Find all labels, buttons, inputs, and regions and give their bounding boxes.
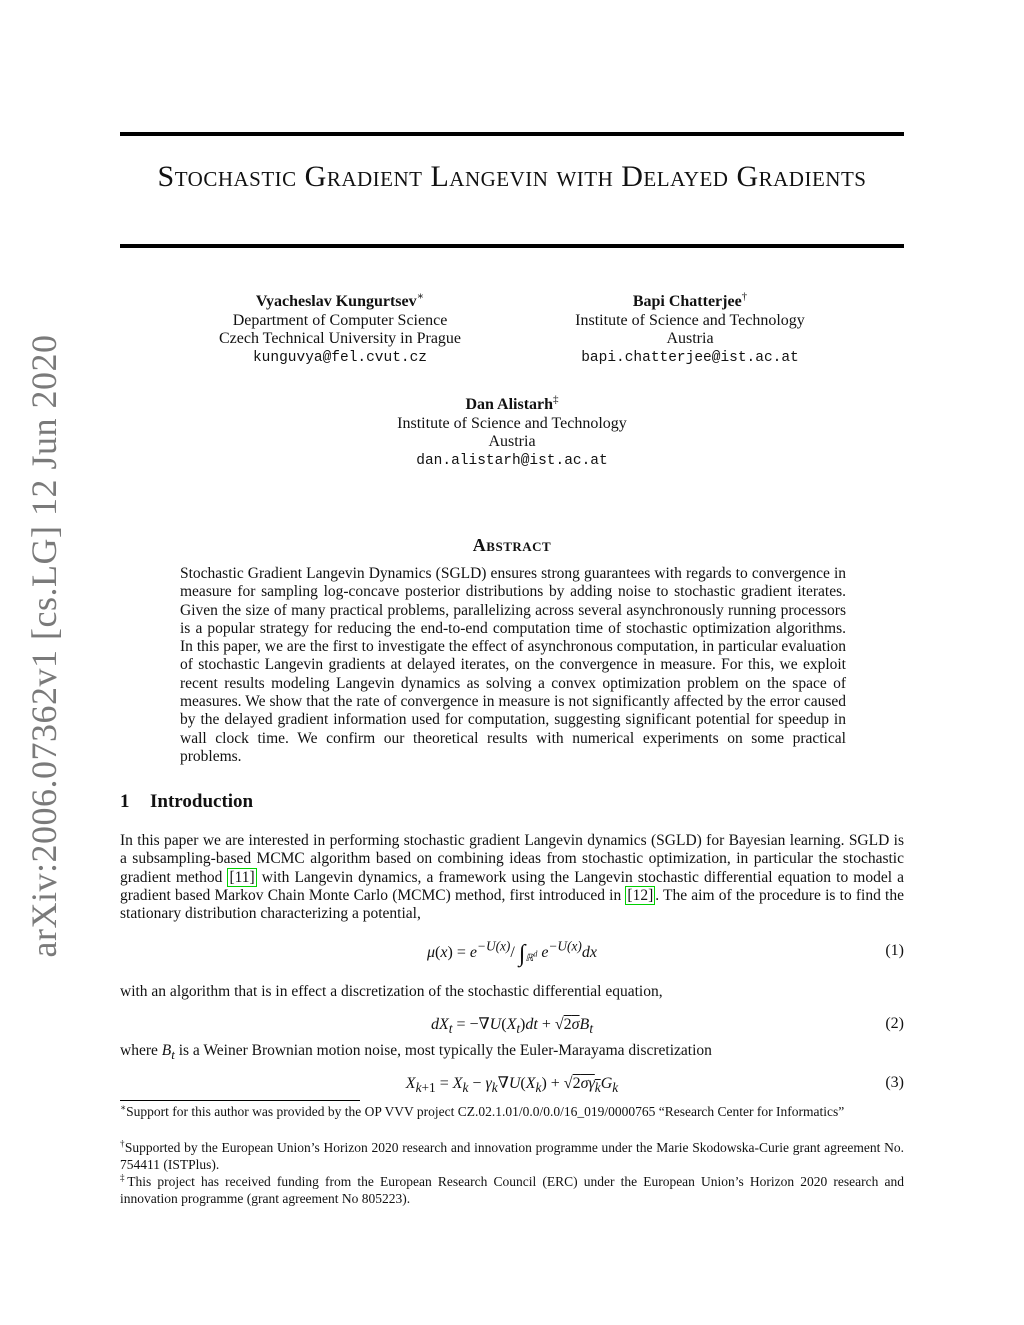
author-block-2 xyxy=(540,290,840,367)
section-number: 1 xyxy=(120,791,130,812)
footnote-text: Support for this author was provided by the OP VVV project CZ.02.1.01/0.0/0.0/16_019/0000765 “Research Center for Informatics” xyxy=(126,1104,845,1119)
equation-body: $dX_t = -\nabla U(X_t)dt + √2\overline{\sigma}B_t$ xyxy=(430,1016,594,1037)
author-email[interactable]: dan.alistarh@ist.ac.at xyxy=(416,452,608,469)
equation-number: (2) xyxy=(885,1015,904,1032)
author-name: Dan Alistarh xyxy=(465,396,554,413)
footnote-1 xyxy=(120,1104,904,1121)
author-name: Bapi Chatterjee xyxy=(632,293,742,310)
footnote-text: Supported by the European Union’s Horizon 2020 research and innovation programme under the Marie Skodowska-Curie grant agreement No. 754411 (ISTPlus). xyxy=(120,1140,904,1172)
footnote-mark: † xyxy=(120,1138,125,1149)
abstract-heading: Abstract xyxy=(472,535,552,555)
footnote-mark: ‡ xyxy=(120,1172,128,1183)
intro-paragraph-2: with an algorithm that is in effect a discretization of the stochastic differential equation, xyxy=(120,983,663,1000)
footnote-rule xyxy=(120,1100,360,1101)
citation-link[interactable]: [12] xyxy=(627,886,654,904)
paper-title: Stochastic Gradient Langevin with Delayed Gradients xyxy=(157,160,867,193)
author-affiliation: Institute of Science and Technology xyxy=(575,311,805,329)
author-mark: † xyxy=(741,290,748,303)
intro-text: with Langevin dynamics, a framework using the Langevin stochastic differential equation to model a gradient based Markov Chain Monte Carlo (MCMC) method, first introduced in xyxy=(120,868,905,904)
equation-3 xyxy=(120,1070,904,1098)
footnote-3 xyxy=(120,1174,904,1207)
author-affiliation: Institute of Science and Technology xyxy=(397,414,627,432)
author-affiliation: Department of Computer Science xyxy=(232,311,448,329)
section-title: Introduction xyxy=(150,791,254,812)
variable-b: B xyxy=(161,1042,172,1059)
intro-text: . The aim of the procedure is to find the stationary distribution characterizing a potential, xyxy=(120,886,904,923)
author-email[interactable]: bapi.chatterjee@ist.ac.at xyxy=(581,349,799,366)
equation-2 xyxy=(120,1011,904,1039)
title-bottom-rule xyxy=(120,244,904,248)
equation-body: $\mu(x) = e^{-U(x)}/$ $\int_{ℝ^d}$ $e^{-U(x)}dx$ xyxy=(427,938,597,967)
abstract-text: Stochastic Gradient Langevin Dynamics (SGLD) ensures strong guarantees with regards to convergence in measure for sampling log-concave posterior distributions by adding noise to stochastic gradient iterates. Given the size of many practical problems, parallelizing across several asynchronously running processors is a popular strategy for reducing the end-to-end computation time of stochastic optimization algorithms. In this paper, we are the first to investigate the effect of asynchronous computation, in particular evaluation of stochastic Langevin gradients at delayed iterates, on the convergence in measure. For this, we exploit recent results modeling Langevin dynamics as solving a convex optimization problem on the space of measures. We show that the rate of convergence in measure is not significantly affected by the error caused by the delayed gradient information used for computation, suggesting significant potential for speedup in wall clock time. We confirm our theoretical results with numerical experiments on some practical problems. xyxy=(180,565,846,765)
footnote-text: This project has received funding from the European Research Council (ERC) under the European Union’s Horizon 2020 research and innovation programme (grant agreement No 805223). xyxy=(120,1174,904,1206)
footnote-mark: ∗ xyxy=(120,1102,127,1113)
variable-subscript: t xyxy=(171,1047,175,1063)
title-top-rule xyxy=(120,132,904,136)
author-mark: ∗ xyxy=(416,290,425,303)
citation-link[interactable]: [11] xyxy=(229,868,255,886)
footnote-2 xyxy=(120,1140,904,1173)
author-affiliation: Czech Technical University in Prague xyxy=(218,330,462,347)
author-affiliation: Austria xyxy=(488,433,536,450)
equation-number: (3) xyxy=(885,1074,904,1091)
author-email[interactable]: kunguvya@fel.cvut.cz xyxy=(252,349,428,366)
equation-body: $X_{k+1} = X_k - \gamma_k\nabla U(X_k) + √2\sigma\gamma_kG_k$ xyxy=(405,1075,619,1096)
author-affiliation: Austria xyxy=(666,330,714,347)
intro-text: is a Weiner Brownian motion noise, most typically the Euler-Marayama discretization xyxy=(174,1042,712,1059)
equation-1 xyxy=(120,938,904,966)
author-block-3 xyxy=(362,393,662,470)
author-mark: ‡ xyxy=(553,393,559,406)
intro-paragraph-3 xyxy=(120,1042,904,1063)
intro-paragraph-1 xyxy=(120,832,904,923)
section-heading xyxy=(120,791,253,813)
equation-number: (1) xyxy=(885,942,904,959)
arxiv-identifier: arXiv:2006.07362v1 [cs.LG] 12 Jun 2020 xyxy=(24,334,64,958)
author-block-1 xyxy=(190,290,490,367)
intro-text: In this paper we are interested in performing stochastic gradient Langevin dynamics (SGLD) for Bayesian learning. SGLD is a subsampling-based MCMC algorithm based on combining ideas from stochastic optimization, in particular the stochastic gradient method xyxy=(120,832,904,886)
author-name: Vyacheslav Kungurtsev xyxy=(255,293,417,310)
intro-text: where xyxy=(120,1042,162,1059)
